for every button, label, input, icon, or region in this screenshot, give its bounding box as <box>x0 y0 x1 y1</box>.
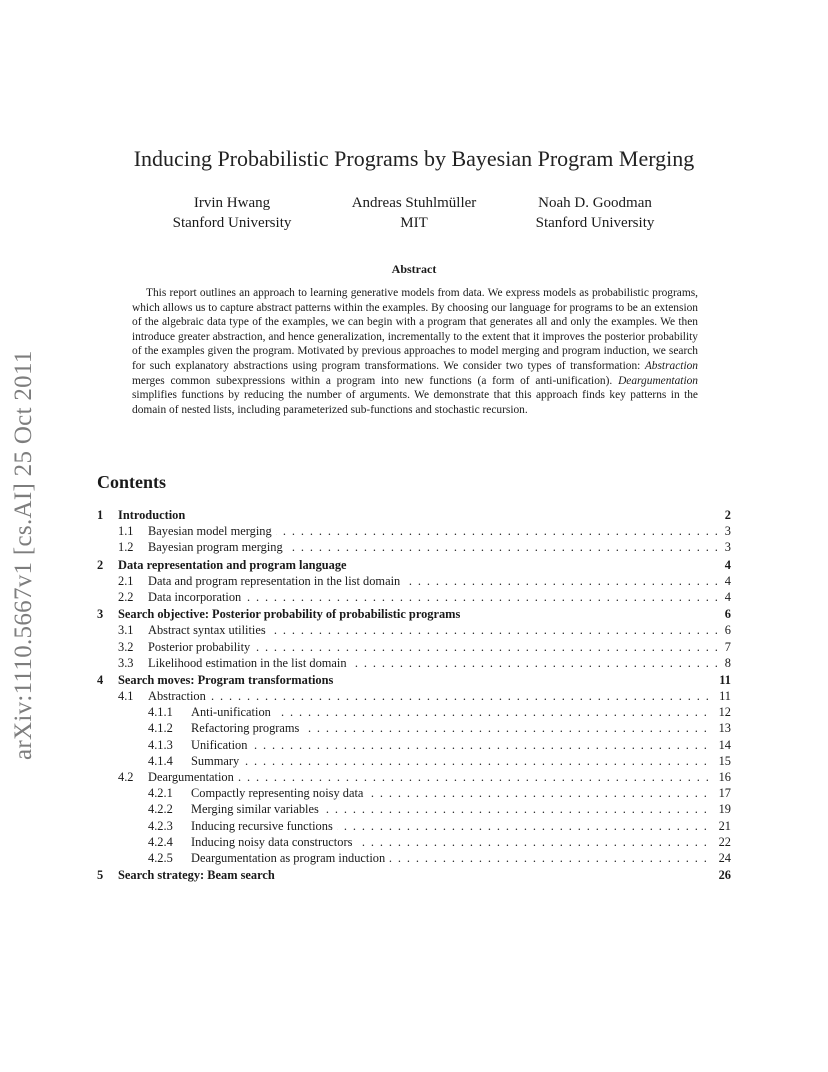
toc-entry[interactable] <box>97 606 731 622</box>
abstract-emphasis-abstraction: Abstraction <box>644 359 698 372</box>
abstract-heading: Abstract <box>391 262 437 276</box>
toc-entry-number: 4.2.2 <box>148 802 173 817</box>
toc-entry[interactable] <box>97 834 731 850</box>
toc-entry[interactable] <box>97 672 731 688</box>
toc-entry[interactable] <box>97 801 731 817</box>
toc-entry-title: Summary <box>191 754 243 768</box>
author-affiliation: MIT <box>400 215 428 231</box>
toc-entry-page: 17 <box>713 785 731 801</box>
abstract-part-1: This report outlines an approach to learning generative models from data. We express models as probabilistic programs, which allows us to capture abstract patterns within the examples. By choosing our language for programs to be an extension of the algebraic data type of the examples, we can begin with a program that generates all and only the examples. We then introduce greater abstraction, and hence generalization, incrementally to the extent that it improves the posterior probability of the examples given the program. Motivated by previous approaches to model merging and program induction, we search for such explanatory abstractions using program transformations. We consider two types of transformation: <box>132 287 698 372</box>
author-1 <box>132 193 332 233</box>
toc-entry-page: 2 <box>719 507 731 523</box>
toc-entry-number: 4.1.3 <box>148 737 173 752</box>
toc-entry-title: Deargumentation <box>148 770 238 784</box>
toc-entry-number: 2.2 <box>118 589 134 604</box>
toc-entry-number: 4.1 <box>118 689 134 704</box>
toc-entry[interactable] <box>97 769 731 785</box>
toc-entry-page: 4 <box>719 573 731 589</box>
toc-entry[interactable] <box>97 523 731 539</box>
toc-entry-title: Anti-unification <box>191 705 275 719</box>
author-name: Andreas Stuhlmüller <box>351 195 477 211</box>
author-affiliation: Stanford University <box>172 215 292 231</box>
toc-entry-title: Unification <box>191 738 251 752</box>
toc-entry-page: 6 <box>719 622 731 638</box>
toc-entry-page: 11 <box>713 688 731 704</box>
toc-entry-page: 7 <box>719 639 731 655</box>
toc-entry[interactable] <box>97 557 731 573</box>
arxiv-identifier: arXiv:1110.5667v1 [cs.AI] 25 Oct 2011 <box>10 350 37 760</box>
toc-entry[interactable] <box>97 507 731 523</box>
toc-entry[interactable] <box>97 639 731 655</box>
toc-entry-number: 3.1 <box>118 623 134 638</box>
toc-entry-page: 14 <box>713 737 731 753</box>
toc-entry-leader <box>191 850 731 866</box>
toc-entry-number: 4.2.1 <box>148 786 173 801</box>
toc-entry-leader <box>148 539 731 555</box>
toc-entry-number: 4.1.4 <box>148 753 173 768</box>
toc-entry[interactable] <box>97 785 731 801</box>
toc-entry-title: Abstract syntax utilities <box>148 623 270 637</box>
abstract-emphasis-deargumentation: Deargumentation <box>618 374 698 387</box>
toc-entry-title: Deargumentation as program induction <box>191 851 389 865</box>
toc-entry-title: Search moves: Program transformations <box>118 673 337 687</box>
toc-entry-page: 3 <box>719 539 731 555</box>
toc-entry-number: 4.2.4 <box>148 834 173 849</box>
toc-entry[interactable] <box>97 688 731 704</box>
toc-entry-page: 4 <box>719 557 731 573</box>
toc-entry-page: 6 <box>719 606 731 622</box>
toc-entry-leader <box>118 557 731 573</box>
toc-entry-leader <box>191 704 731 720</box>
toc-entry-number: 3 <box>97 607 104 622</box>
toc-entry-number: 1.1 <box>118 524 134 539</box>
toc-entry-title: Inducing recursive functions <box>191 819 337 833</box>
toc-entry-leader <box>148 769 731 785</box>
toc-entry-number: 4.2.5 <box>148 850 173 865</box>
toc-entry-number: 1 <box>97 508 104 522</box>
toc-entry-leader <box>118 867 731 883</box>
toc-entry[interactable] <box>97 704 731 720</box>
toc-entry[interactable] <box>97 573 731 589</box>
toc-entry-number: 1.2 <box>118 540 134 555</box>
toc-entry-leader <box>148 622 731 638</box>
toc-entry-title: Likelihood estimation in the list domain <box>148 656 351 670</box>
toc-entry-leader <box>148 655 731 671</box>
toc-entry-title: Inducing noisy data constructors <box>191 835 356 849</box>
toc-entry-leader <box>191 785 731 801</box>
author-2 <box>314 193 514 233</box>
toc-entry-leader <box>118 507 731 523</box>
toc-entry-title: Posterior probability <box>148 640 254 654</box>
toc-entry-title: Search strategy: Beam search <box>118 868 279 882</box>
toc-entry-number: 3.2 <box>118 639 134 654</box>
toc-entry-leader <box>191 801 731 817</box>
toc-entry-number: 3.3 <box>118 655 134 670</box>
toc-entry-title: Search objective: Posterior probability of probabilistic programs <box>118 607 464 621</box>
toc-entry[interactable] <box>97 539 731 555</box>
toc-entry-leader <box>191 737 731 753</box>
toc-entry-page: 26 <box>713 867 731 883</box>
toc-entry-leader <box>148 573 731 589</box>
toc-entry-page: 4 <box>719 589 731 605</box>
toc-entry-page: 12 <box>713 704 731 720</box>
toc-entry-number: 2 <box>97 557 104 572</box>
toc-entry-page: 22 <box>713 834 731 850</box>
toc-entry-page: 11 <box>713 672 731 688</box>
toc-entry-leader <box>148 589 731 605</box>
toc-entry-number: 4.1.2 <box>148 721 173 736</box>
toc-entry-title: Bayesian model merging <box>148 524 276 538</box>
toc-entry-title: Merging similar variables <box>191 802 323 816</box>
toc-entry-leader <box>148 639 731 655</box>
toc-entry-title: Data representation and program language <box>118 558 351 572</box>
author-name: Noah D. Goodman <box>538 195 652 211</box>
toc-entry-leader <box>191 720 731 736</box>
toc-entry-number: 2.1 <box>118 573 134 588</box>
author-name: Irvin Hwang <box>193 195 271 211</box>
toc-entry-number: 4 <box>97 672 104 687</box>
toc-entry-leader <box>191 818 731 834</box>
toc-entry[interactable] <box>97 720 731 736</box>
toc-entry-number: 4.2.3 <box>148 818 173 833</box>
author-affiliation: Stanford University <box>535 215 655 231</box>
toc-entry[interactable] <box>97 867 731 883</box>
toc-entry-title: Data incorporation <box>148 590 245 604</box>
toc-entry-title: Refactoring programs <box>191 721 303 735</box>
toc-entry[interactable] <box>97 655 731 671</box>
toc-entry-leader <box>148 523 731 539</box>
toc-entry-page: 13 <box>713 720 731 736</box>
toc-entry-title: Compactly representing noisy data <box>191 786 367 800</box>
toc-entry-page: 16 <box>713 769 731 785</box>
toc-entry[interactable] <box>97 753 731 769</box>
toc-entry-title: Data and program representation in the list domain <box>148 574 404 588</box>
toc-entry-leader <box>148 688 731 704</box>
paper-title: Inducing Probabilistic Programs by Bayesian Program Merging <box>133 146 695 171</box>
toc-entry-number: 5 <box>97 868 104 883</box>
toc-entry-number: 4.2 <box>118 770 134 784</box>
toc-entry-title: Bayesian program merging <box>148 540 287 554</box>
toc-entry-leader <box>118 606 731 622</box>
toc-entry[interactable] <box>97 850 731 866</box>
contents-heading: Contents <box>97 472 167 492</box>
toc-entry-leader <box>191 753 731 769</box>
toc-entry[interactable] <box>97 622 731 638</box>
abstract-part-2: merges common subexpressions within a program into new functions (a form of anti-unification). <box>132 374 619 387</box>
toc-entry-page: 3 <box>719 523 731 539</box>
toc-entry-leader <box>191 834 731 850</box>
toc-entry[interactable] <box>97 589 731 605</box>
toc-entry-page: 19 <box>713 801 731 817</box>
toc-entry[interactable] <box>97 818 731 834</box>
toc-entry-page: 8 <box>719 655 731 671</box>
toc-entry-page: 15 <box>713 753 731 769</box>
abstract-text <box>132 286 698 417</box>
abstract-part-3: simplifies functions by reducing the number of arguments. We demonstrate that this approach finds key patterns in the domain of nested lists, including parameterized sub-functions and stochastic recursion. <box>132 389 698 416</box>
toc-entry[interactable] <box>97 737 731 753</box>
toc-entry-page: 24 <box>713 850 731 866</box>
toc-entry-leader <box>118 672 731 688</box>
table-of-contents <box>97 506 731 883</box>
toc-entry-title: Introduction <box>118 508 189 522</box>
author-3 <box>495 193 695 233</box>
toc-entry-page: 21 <box>713 818 731 834</box>
toc-entry-title: Abstraction <box>148 689 210 703</box>
toc-entry-number: 4.1.1 <box>148 705 173 720</box>
